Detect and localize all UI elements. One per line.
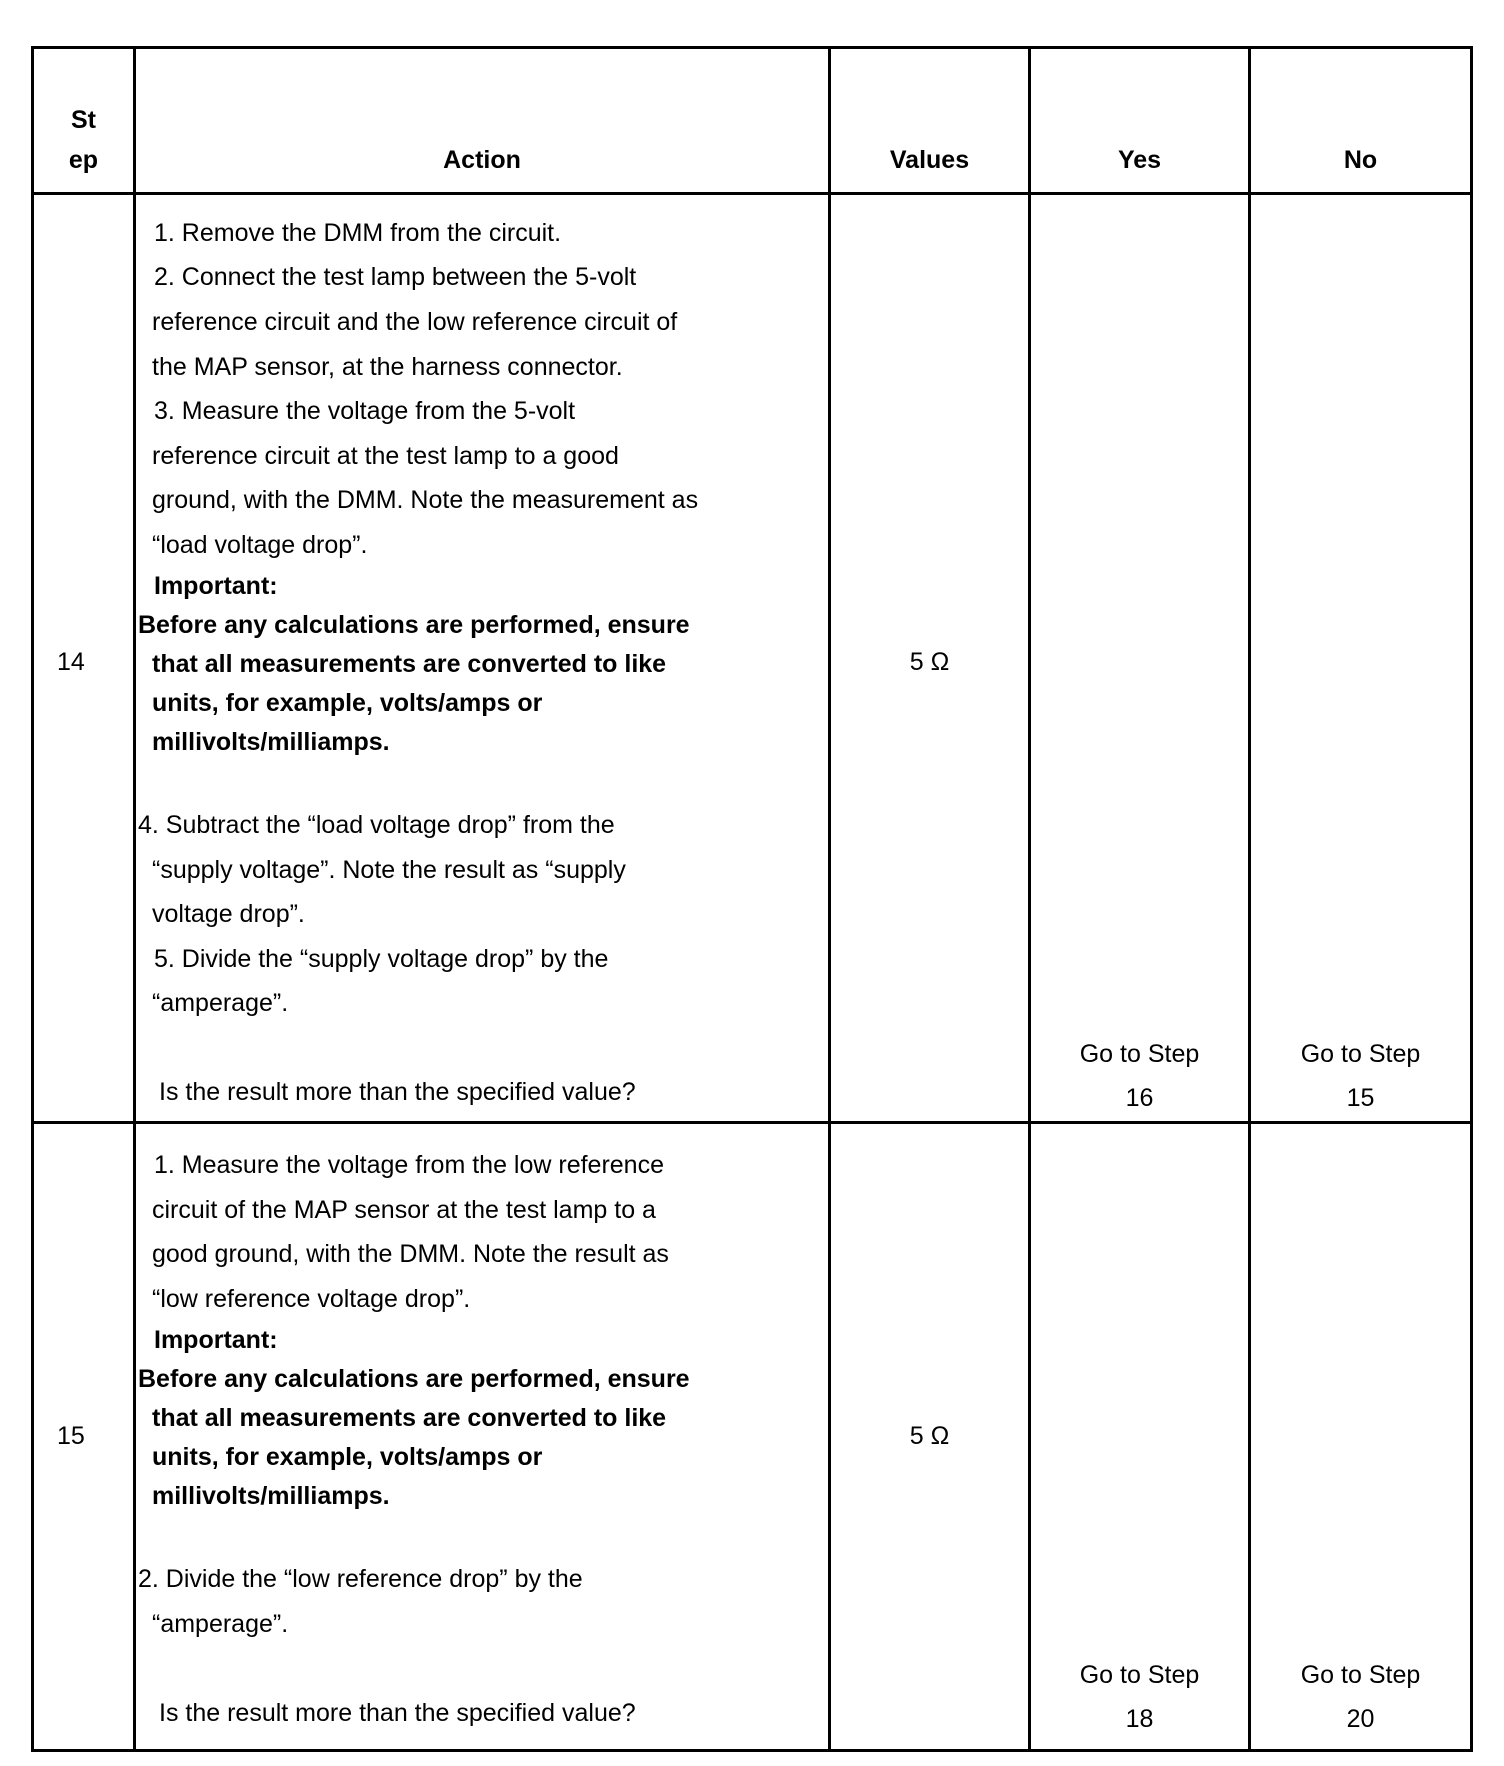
action-line: “amperage”. [152, 1610, 289, 1638]
action-line: 1. Remove the DMM from the circuit. [154, 219, 562, 247]
action-line: 2. Connect the test lamp between the 5-volt [154, 263, 637, 291]
important-note-line: that all measurements are converted to like [152, 1404, 667, 1432]
header-bottom-border [31, 192, 1473, 195]
table-top-border [31, 46, 1473, 49]
action-line: 4. Subtract the “load voltage drop” from the [138, 811, 615, 839]
action-line: reference circuit at the test lamp to a good [152, 442, 619, 470]
spec-value: 5 Ω [909, 648, 950, 676]
table-bottom-border [31, 1749, 1473, 1752]
no-goto-label: Go to Step [1300, 1661, 1421, 1689]
row-divider [31, 1121, 1473, 1124]
important-note-line: units, for example, volts/amps or [152, 689, 543, 717]
header-no: No [1343, 146, 1378, 174]
column-divider [1028, 46, 1031, 1752]
column-divider [828, 46, 831, 1752]
yes-goto-label: Go to Step [1079, 1040, 1200, 1068]
spec-value: 5 Ω [909, 1422, 950, 1450]
action-line: good ground, with the DMM. Note the result as [152, 1240, 669, 1268]
action-line: “amperage”. [152, 989, 289, 1017]
step-number: 14 [57, 648, 85, 676]
table-right-border [1470, 46, 1473, 1752]
no-goto-step: 20 [1346, 1705, 1375, 1733]
action-line: voltage drop”. [152, 900, 305, 928]
header-action: Action [443, 146, 521, 174]
yes-goto-label: Go to Step [1079, 1661, 1200, 1689]
procedure-table [31, 46, 1473, 1752]
no-goto [1251, 1032, 1470, 1120]
table-left-border [31, 46, 34, 1752]
action-line: circuit of the MAP sensor at the test lamp to a [152, 1196, 656, 1224]
header-yes: Yes [1117, 146, 1162, 174]
yes-goto [1031, 1653, 1248, 1741]
no-goto [1251, 1653, 1470, 1741]
action-line: “supply voltage”. Note the result as “supply [152, 856, 626, 884]
action-line: “load voltage drop”. [152, 531, 368, 559]
question-line: Is the result more than the specified value? [159, 1078, 636, 1106]
header-step-line2: ep [68, 146, 99, 174]
action-line: ground, with the DMM. Note the measurement as [152, 486, 699, 514]
important-note-line: Before any calculations are performed, ensure [138, 1365, 690, 1393]
action-line: 1. Measure the voltage from the low reference [154, 1151, 664, 1179]
important-note-line: that all measurements are converted to like [152, 650, 667, 678]
yes-goto-step: 18 [1125, 1705, 1154, 1733]
action-line: “low reference voltage drop”. [152, 1285, 471, 1313]
step-number: 15 [57, 1422, 85, 1450]
header-step-line1: St [71, 106, 96, 134]
important-label: Important: [154, 572, 278, 600]
yes-goto-step: 16 [1125, 1084, 1154, 1112]
no-goto-step: 15 [1346, 1084, 1375, 1112]
action-line: the MAP sensor, at the harness connector. [152, 353, 623, 381]
important-note-line: Before any calculations are performed, ensure [138, 611, 690, 639]
yes-goto [1031, 1032, 1248, 1120]
important-note-line: millivolts/milliamps. [152, 1482, 390, 1510]
no-goto-label: Go to Step [1300, 1040, 1421, 1068]
action-line: 5. Divide the “supply voltage drop” by the [154, 945, 609, 973]
header-step [35, 100, 132, 180]
important-label: Important: [154, 1326, 278, 1354]
header-values: Values [889, 146, 970, 174]
column-divider [133, 46, 136, 1752]
question-line: Is the result more than the specified value? [159, 1699, 636, 1727]
action-line: reference circuit and the low reference circuit of [152, 308, 678, 336]
action-line: 2. Divide the “low reference drop” by the [138, 1565, 583, 1593]
column-divider [1248, 46, 1251, 1752]
important-note-line: millivolts/milliamps. [152, 728, 390, 756]
important-note-line: units, for example, volts/amps or [152, 1443, 543, 1471]
action-line: 3. Measure the voltage from the 5-volt [154, 397, 576, 425]
